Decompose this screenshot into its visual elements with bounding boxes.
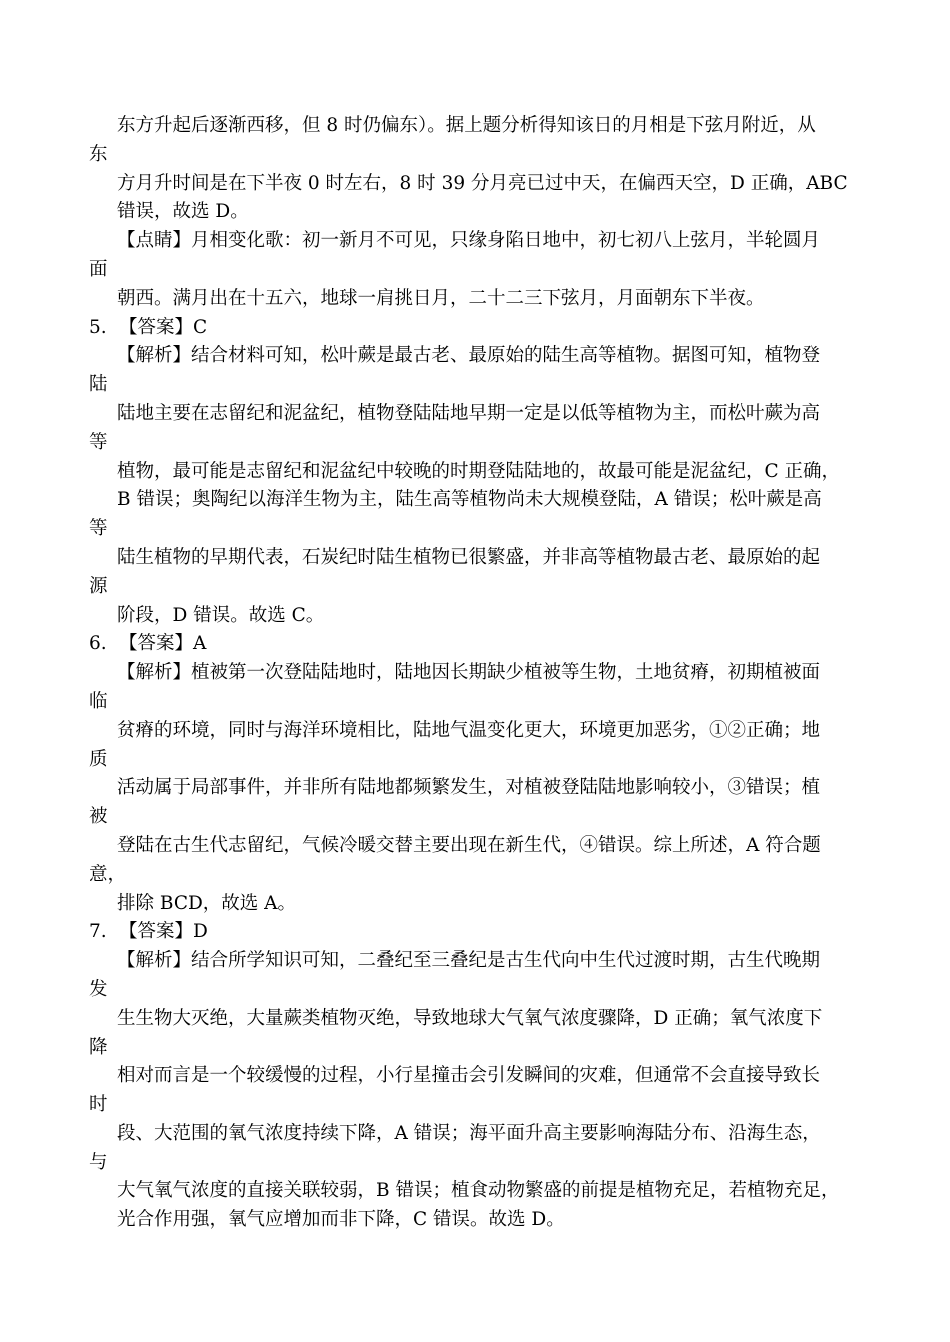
analysis-label: 【解析】 <box>117 345 192 367</box>
q5-analysis-line: 陆 <box>89 374 108 396</box>
answer-value: D <box>193 921 208 943</box>
q7-analysis-line: 光合作用强，氧气应增加而非下降，C 错误。故选 D。 <box>117 1209 565 1231</box>
q4-line: 错误，故选 D。 <box>117 201 249 223</box>
q5-analysis-line: 等 <box>89 431 108 453</box>
question-number: 6. <box>89 633 107 655</box>
analysis-text: 结合材料可知，松叶蕨是最古老、最原始的陆生高等植物。据图可知，植物登 <box>191 345 821 367</box>
question-number: 5. <box>89 316 107 338</box>
answer-label: 【答案】 <box>119 633 194 655</box>
q7-analysis-line: 发 <box>89 978 108 1000</box>
q7-analysis-line: 段、大范围的氧气浓度持续下降，A 错误；海平面升高主要影响海陆分布、沿海生态， <box>117 1122 821 1144</box>
q6-analysis-line: 临 <box>89 690 108 712</box>
analysis-label: 【解析】 <box>117 662 192 684</box>
tip-text: 月相变化歌：初一新月不可见，只缘身陷日地中，初七初八上弦月，半轮圆月 <box>191 230 821 252</box>
answer-label: 【答案】 <box>119 316 194 338</box>
q4-line: 东方升起后逐渐西移，但 8 时仍偏东）。据上题分析得知该日的月相是下弦月附近，从 <box>117 115 816 136</box>
q6-analysis-line: 被 <box>89 806 108 828</box>
analysis-text: 结合所学知识可知，二叠纪至三叠纪是古生代向中生代过渡时期，古生代晚期 <box>191 950 821 972</box>
q5-analysis-line: 等 <box>89 518 108 540</box>
analysis-text: 植被第一次登陆陆地时，陆地因长期缺少植被等生物，土地贫瘠，初期植被面 <box>191 662 821 684</box>
analysis-label: 【解析】 <box>117 950 192 972</box>
q6-analysis-line: 贫瘠的环境，同时与海洋环境相比，陆地气温变化更大，环境更加恶劣，①②正确；地 <box>117 719 821 741</box>
q7-analysis-line: 相对而言是一个较缓慢的过程，小行星撞击会引发瞬间的灾难，但通常不会直接导致长 <box>117 1065 821 1087</box>
q7-analysis-line: 降 <box>89 1036 108 1058</box>
q7-answer-line <box>0 918 950 947</box>
answer-value: A <box>193 633 207 655</box>
q4-tip-line: 朝西。满月出在十五六，地球一肩挑日月，二十二三下弦月，月面朝东下半夜。 <box>117 287 765 309</box>
q4-line: 东 <box>89 143 108 165</box>
tip-label: 【点睛】 <box>117 230 192 252</box>
q5-analysis-line: 陆地主要在志留纪和泥盆纪，植物登陆陆地早期一定是以低等植物为主，而松叶蕨为高 <box>117 402 821 424</box>
q6-analysis-line: 登陆在古生代志留纪，气候冷暖交替主要出现在新生代，④错误。综上所述，A 符合题 <box>117 834 821 856</box>
answer-document <box>0 112 950 1235</box>
q7-analysis-line: 与 <box>89 1151 108 1173</box>
q5-analysis-line: B 错误；奥陶纪以海洋生物为主，陆生高等植物尚未大规模登陆，A 错误；松叶蕨是高 <box>117 489 822 511</box>
q7-analysis-line: 时 <box>89 1094 108 1116</box>
q6-analysis-line: 活动属于局部事件，并非所有陆地都频繁发生，对植被登陆陆地影响较小，③错误；植 <box>117 777 821 799</box>
q6-analysis-line <box>0 659 950 688</box>
q5-analysis-line: 植物，最可能是志留纪和泥盆纪中较晚的时期登陆陆地的，故最可能是泥盆纪，C 正确， <box>117 460 841 482</box>
q6-analysis-line: 意， <box>89 863 127 885</box>
q5-analysis-line: 阶段，D 错误。故选 C。 <box>117 604 325 626</box>
q5-analysis-line: 源 <box>89 575 108 597</box>
q5-analysis-line: 陆生植物的早期代表，石炭纪时陆生植物已很繁盛，并非高等植物最古老、最原始的起 <box>117 546 821 568</box>
q6-answer-line <box>0 630 950 659</box>
question-number: 7. <box>89 921 107 943</box>
answer-value: C <box>193 316 208 338</box>
q7-analysis-line <box>0 947 950 976</box>
q5-analysis-line <box>0 342 950 371</box>
q6-analysis-line: 排除 BCD，故选 A。 <box>117 892 297 914</box>
answer-label: 【答案】 <box>119 921 194 943</box>
q5-answer-line <box>0 314 950 343</box>
q4-tip-line <box>0 227 950 256</box>
q4-line: 方月升时间是在下半夜 0 时左右，8 时 39 分月亮已过中天，在偏西天空，D 正确，ABC <box>117 172 848 194</box>
q7-analysis-line: 生生物大灭绝，大量蕨类植物灭绝，导致地球大气氧气浓度骤降，D 正确；氧气浓度下 <box>117 1007 823 1029</box>
q7-analysis-line: 大气氧气浓度的直接关联较弱，B 错误；植食动物繁盛的前提是植物充足，若植物充足， <box>117 1180 840 1202</box>
q6-analysis-line: 质 <box>89 748 108 770</box>
q4-tip-line: 面 <box>89 258 108 280</box>
